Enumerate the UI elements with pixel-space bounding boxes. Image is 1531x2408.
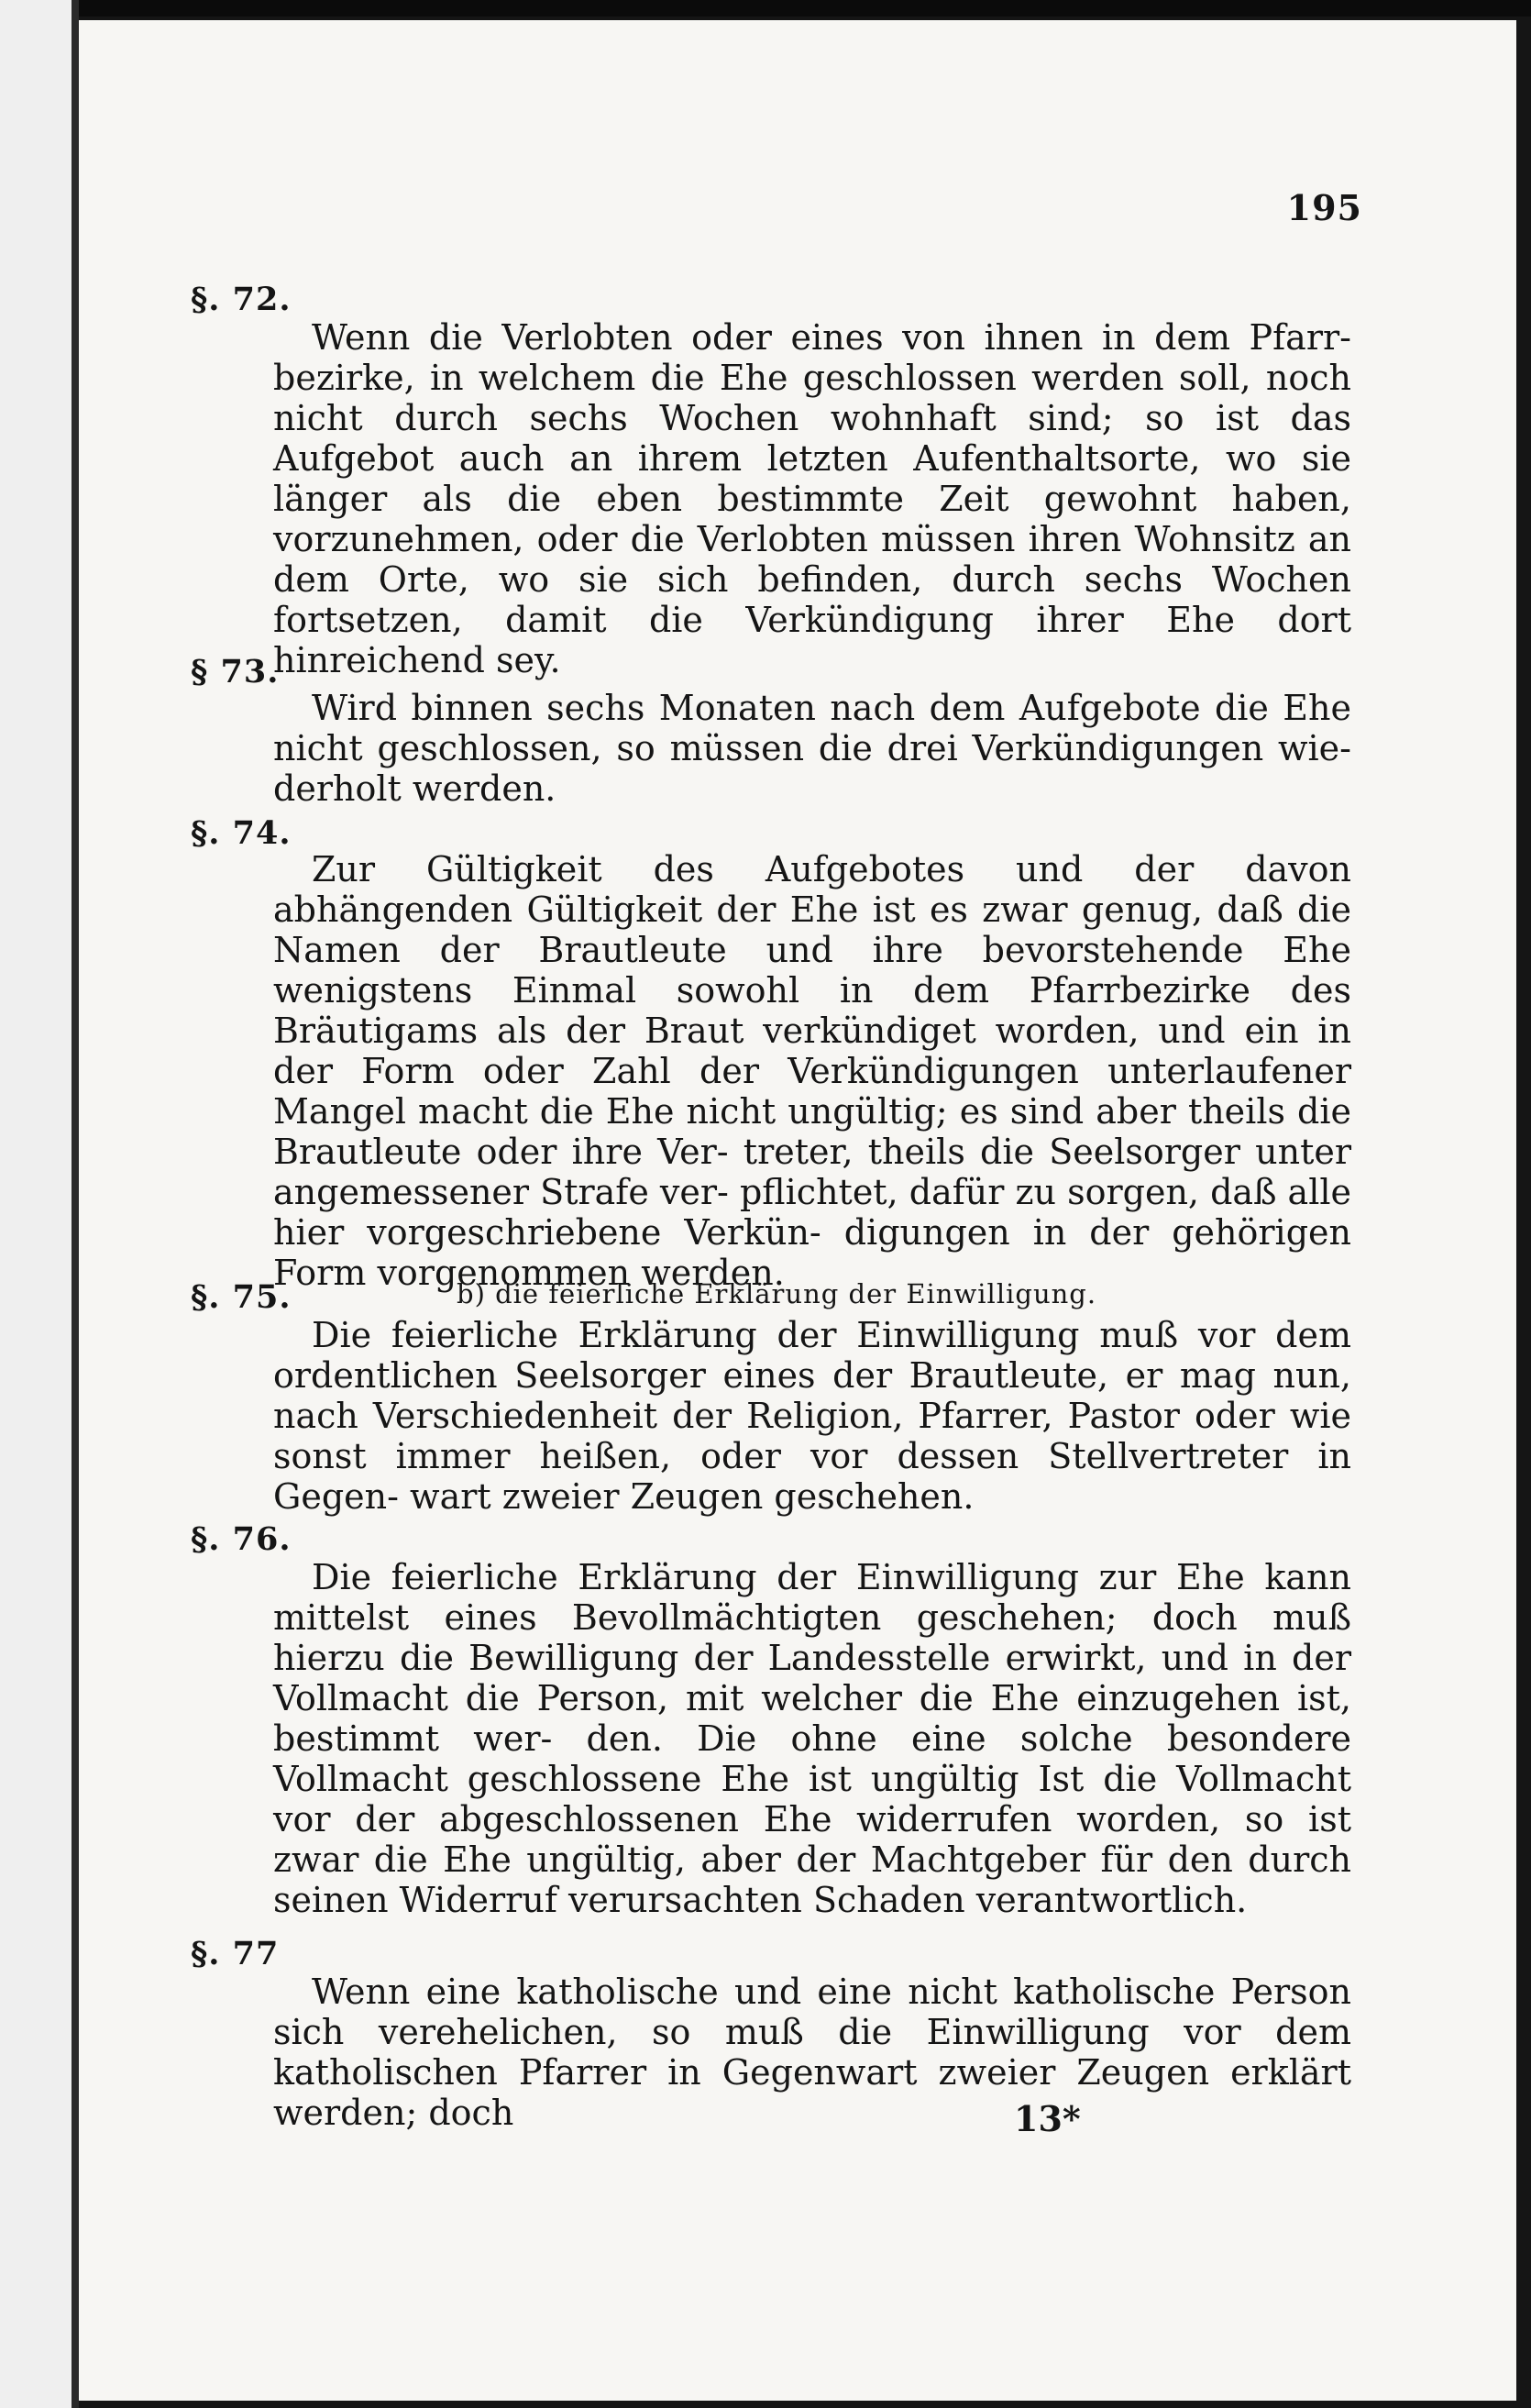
page-number: 195 [1286,187,1362,228]
signature-mark: 13* [1014,2098,1081,2139]
section-72-text: Wenn die Verlobten oder eines von ihnen in dem Pfarr- bezirke, in welchem die Ehe geschlossen werden soll, noch nicht durch sechs Wochen wohnhaft sind; so ist das Aufgebot auch an ihrem letzten Aufenthaltsorte, wo sie länger als die eben bestimmte Zeit gewohnt haben, vorzunehmen, oder die Verlobten müssen ihren Wohnsitz an dem Orte, wo sie sich befinden, durch sechs Wochen fortsetzen, damit die Verkündigung ihrer Ehe dort hinreichend sey. [273,317,1351,680]
section-76-label: §. 76. [191,1520,292,1558]
section-73-label: § 73. [191,653,280,690]
section-77-text: Wenn eine katholische und eine nicht katholische Person sich verehelichen, so muß die Einwilligung vor dem katholischen Pfarrer in Gegenwart zweier Zeugen erklärt werden; doch [273,1972,1351,2133]
section-76-text: Die feierliche Erklärung der Einwilligung zur Ehe kann mittelst eines Bevollmächtigten geschehen; doch muß hierzu die Bewilligung der Landesstelle erwirkt, und in der Vollmacht die Person, mit welcher die Ehe einzugehen ist, bestimmt wer- den. Die ohne eine solche besondere Vollmacht geschlossene Ehe ist ungültig Ist die Vollmacht vor der abgeschlossenen Ehe widerrufen worden, so ist zwar die Ehe ungültig, aber der Machtgeber für den durch seinen Widerruf verursachten Schaden verantwortlich. [273,1557,1351,1920]
scan-top-border [0,0,1531,17]
section-75-label: §. 75. [191,1278,292,1316]
book-page [79,20,1516,2401]
section-74-label: §. 74. [191,814,292,852]
section-72-label: §. 72. [191,281,292,318]
section-75-text: Die feierliche Erklärung der Einwilligung muß vor dem ordentlichen Seelsorger eines der Brautleute, er mag nun, nach Verschiedenheit der Religion, Pfarrer, Pastor oder wie sonst immer heißen, oder vor dessen Stellvertreter in Gegen- wart zweier Zeugen geschehen. [273,1315,1351,1517]
gutter-shadow [72,0,79,2408]
section-75-subheading: b) die feierliche Erklärung der Einwilligung. [457,1278,1097,1309]
section-77-label: §. 77 [191,1935,280,1972]
section-74-text: Zur Gültigkeit des Aufgebotes und der davon abhängenden Gültigkeit der Ehe ist es zwar genug, daß die Namen der Brautleute und ihre bevorstehende Ehe wenigstens Einmal sowohl in dem Pfarrbezirke des Bräutigams als der Braut verkündiget worden, und ein in der Form oder Zahl der Verkündigungen unterlaufener Mangel macht die Ehe nicht ungültig; es sind aber theils die Brautleute oder ihre Ver- treter, theils die Seelsorger unter angemessener Strafe ver- pflichtet, dafür zu sorgen, daß alle hier vorgeschriebene Verkün- digungen in der gehörigen Form vorgenommen werden. [273,849,1351,1293]
section-73-text: Wird binnen sechs Monaten nach dem Aufgebote die Ehe nicht geschlossen, so müssen die drei Verkündigungen wie- derholt werden. [273,688,1351,809]
facing-page-edge [0,0,79,2408]
